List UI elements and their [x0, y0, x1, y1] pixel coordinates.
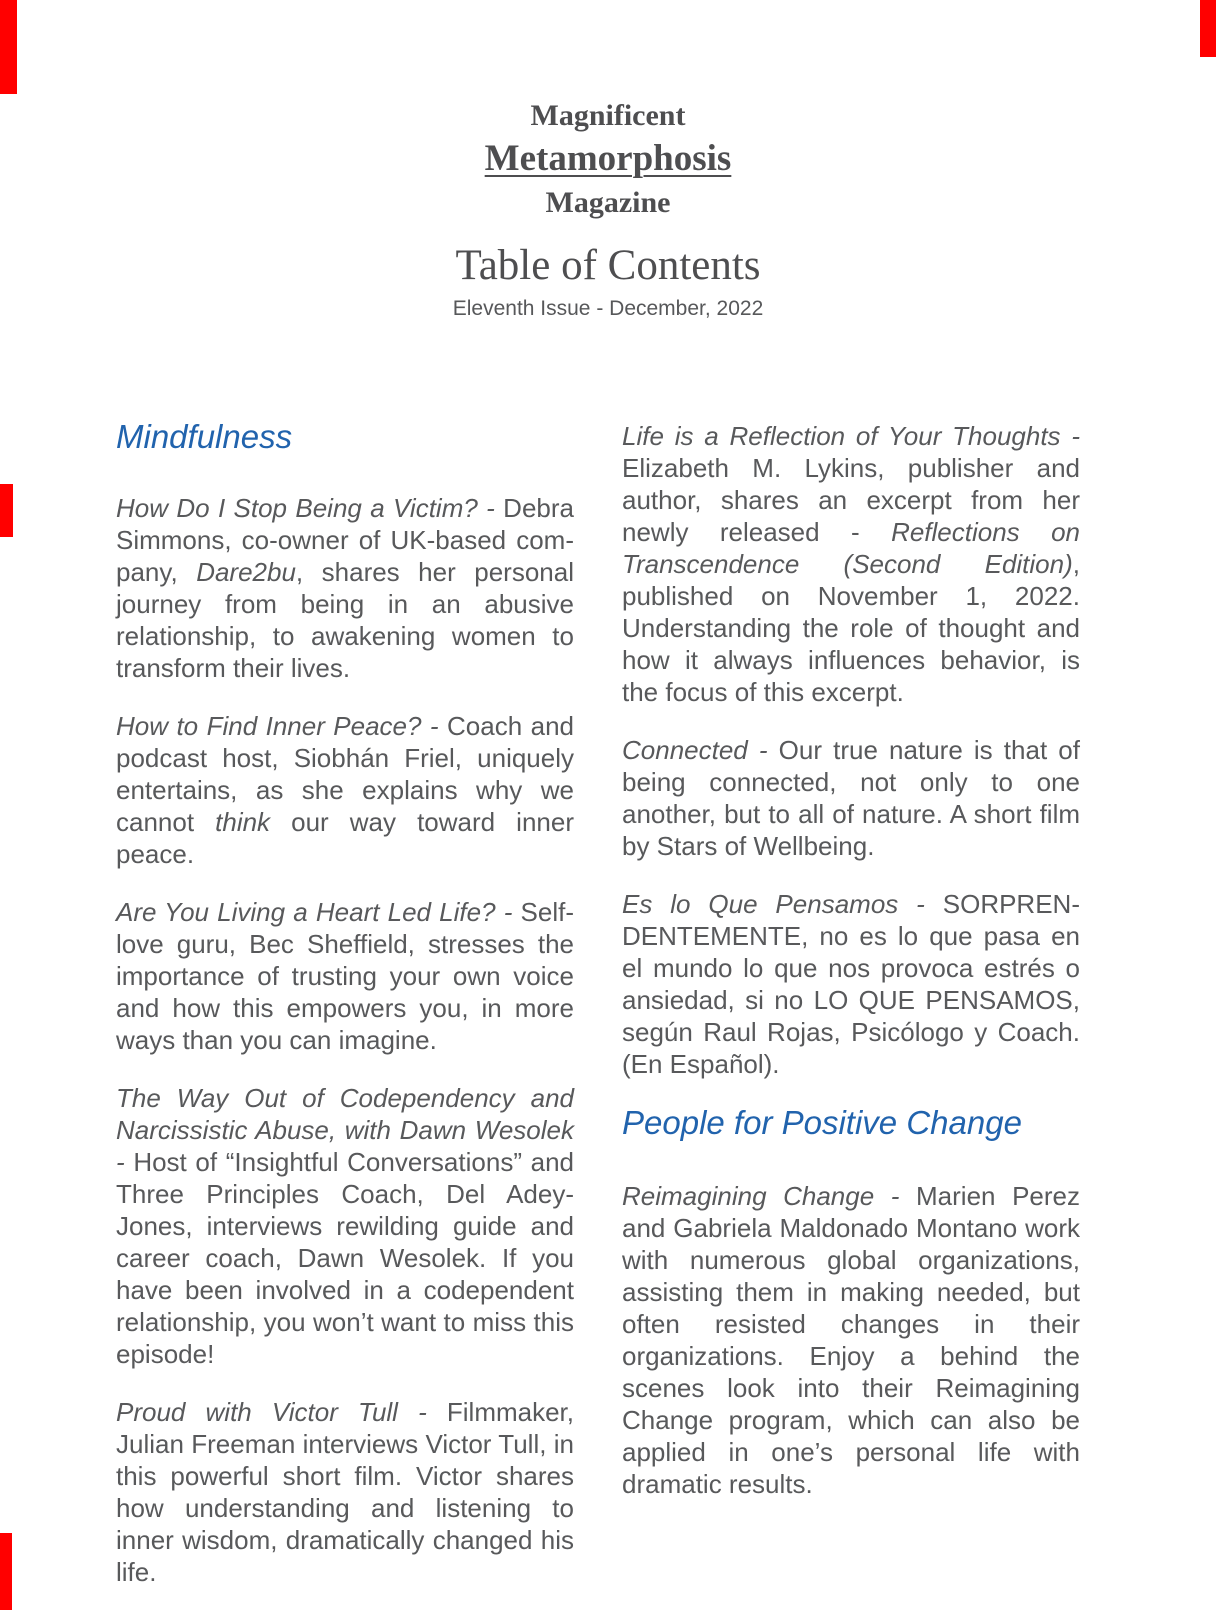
magazine-masthead [0, 96, 1216, 224]
toc-entry-heart-led-life [116, 896, 574, 1056]
entry-title: Reimagining Change - [622, 1181, 900, 1211]
entry-text: , published on November 1, 2022. Understanding the role of thought and how it always influences behavior, is the focus of this excerpt. [622, 549, 1080, 707]
red-edge-mark [0, 484, 13, 537]
right-column [622, 420, 1080, 1526]
entry-text: SORPREN-DENTEMENTE, no es lo que pasa en el mundo lo que nos provoca estrés o ansiedad, si no LO QUE PENSAMOS, según Raul Rojas, Psicólogo y Coach. (En Español). [622, 889, 1080, 1079]
toc-entry-victim [116, 492, 574, 684]
entry-text: Coach and podcast host, Siobhán Friel, uniquely entertains, as she explains why we cannot [116, 711, 574, 837]
entry-emphasis: think [215, 807, 271, 837]
toc-entry-proud-victor-tull [116, 1396, 574, 1588]
entry-text: Our true nature is that of being connected, not only to one another, but to all of nature. A short film by Stars of Wellbeing. [622, 735, 1080, 861]
entry-title: The Way Out of Codependency and Narcissistic Abuse, with Dawn Wesolek - [116, 1083, 574, 1177]
toc-entry-es-lo-que-pensamos [622, 888, 1080, 1080]
entry-text: Debra Simmons, co-owner of UK-based com-pany, [116, 493, 574, 587]
issue-subtitle: Eleventh Issue - December, 2022 [452, 297, 764, 320]
entry-title: Life is a Reflection of Your Thoughts - [622, 421, 1080, 451]
entry-title: How to Find Inner Peace? - [116, 711, 439, 741]
section-heading-mindfulness: Mindfulness [116, 418, 293, 455]
masthead-line-magazine: Magazine [545, 186, 671, 219]
entry-title: Proud with Victor Tull - [116, 1397, 427, 1427]
toc-entry-life-reflection [622, 420, 1080, 708]
entry-title: How Do I Stop Being a Victim? - [116, 493, 495, 523]
toc-entry-inner-peace [116, 710, 574, 870]
toc-entry-codependency [116, 1082, 574, 1370]
red-edge-mark [1200, 0, 1216, 57]
toc-entry-connected [622, 734, 1080, 862]
entry-text: Self-love guru, Bec Sheffield, stresses the importance of trusting your own voice and how this empowers you, in more ways than you can imagine. [116, 897, 574, 1055]
section-heading-people-for-positive-change: People for Positive Change [622, 1104, 1022, 1141]
red-edge-mark [0, 0, 17, 94]
left-column [116, 420, 574, 1610]
entry-text: Filmmaker, Julian Freeman interviews Victor Tull, in this powerful short film. Victor shares how understanding and listening to inner wisdom, dramatically changed his life. [116, 1397, 574, 1587]
entry-emphasis: Reflections on Transcendence (Second Edition) [622, 517, 1080, 579]
masthead-line-metamorphosis: Metamorphosis [484, 138, 732, 179]
entry-text: Host of “Insightful Conversations” and Three Principles Coach, Del Adey-Jones, interviews rewilding guide and career coach, Dawn Wesolek. If you have been involved in a codependent relationship, you won’t want to miss this episode! [116, 1147, 574, 1369]
red-edge-mark [0, 1533, 12, 1610]
entry-text: , shares her personal journey from being in an abusive relationship, to awakening women to transform their lives. [116, 557, 574, 683]
toc-entry-reimagining-change [622, 1180, 1080, 1500]
entry-emphasis: Dare2bu [196, 557, 296, 587]
entry-text: Elizabeth M. Lykins, publisher and author, shares an excerpt from her newly released - [622, 453, 1080, 547]
entry-text: our way toward inner peace. [116, 807, 574, 869]
masthead-line-magnificent: Magnificent [530, 99, 686, 132]
entry-title: Connected - [622, 735, 768, 765]
entry-text: Marien Perez and Gabriela Maldonado Montano work with numerous global organizations, assisting them in making needed, but often resisted changes in their organizations. Enjoy a behind the scenes look into their Reimagining Change program, which can also be applied in one’s personal life with dramatic results. [622, 1181, 1080, 1499]
entry-title: Are You Living a Heart Led Life? - [116, 897, 513, 927]
entry-title: Es lo Que Pensamos - [622, 889, 925, 919]
page-title: Table of Contents [455, 242, 761, 289]
